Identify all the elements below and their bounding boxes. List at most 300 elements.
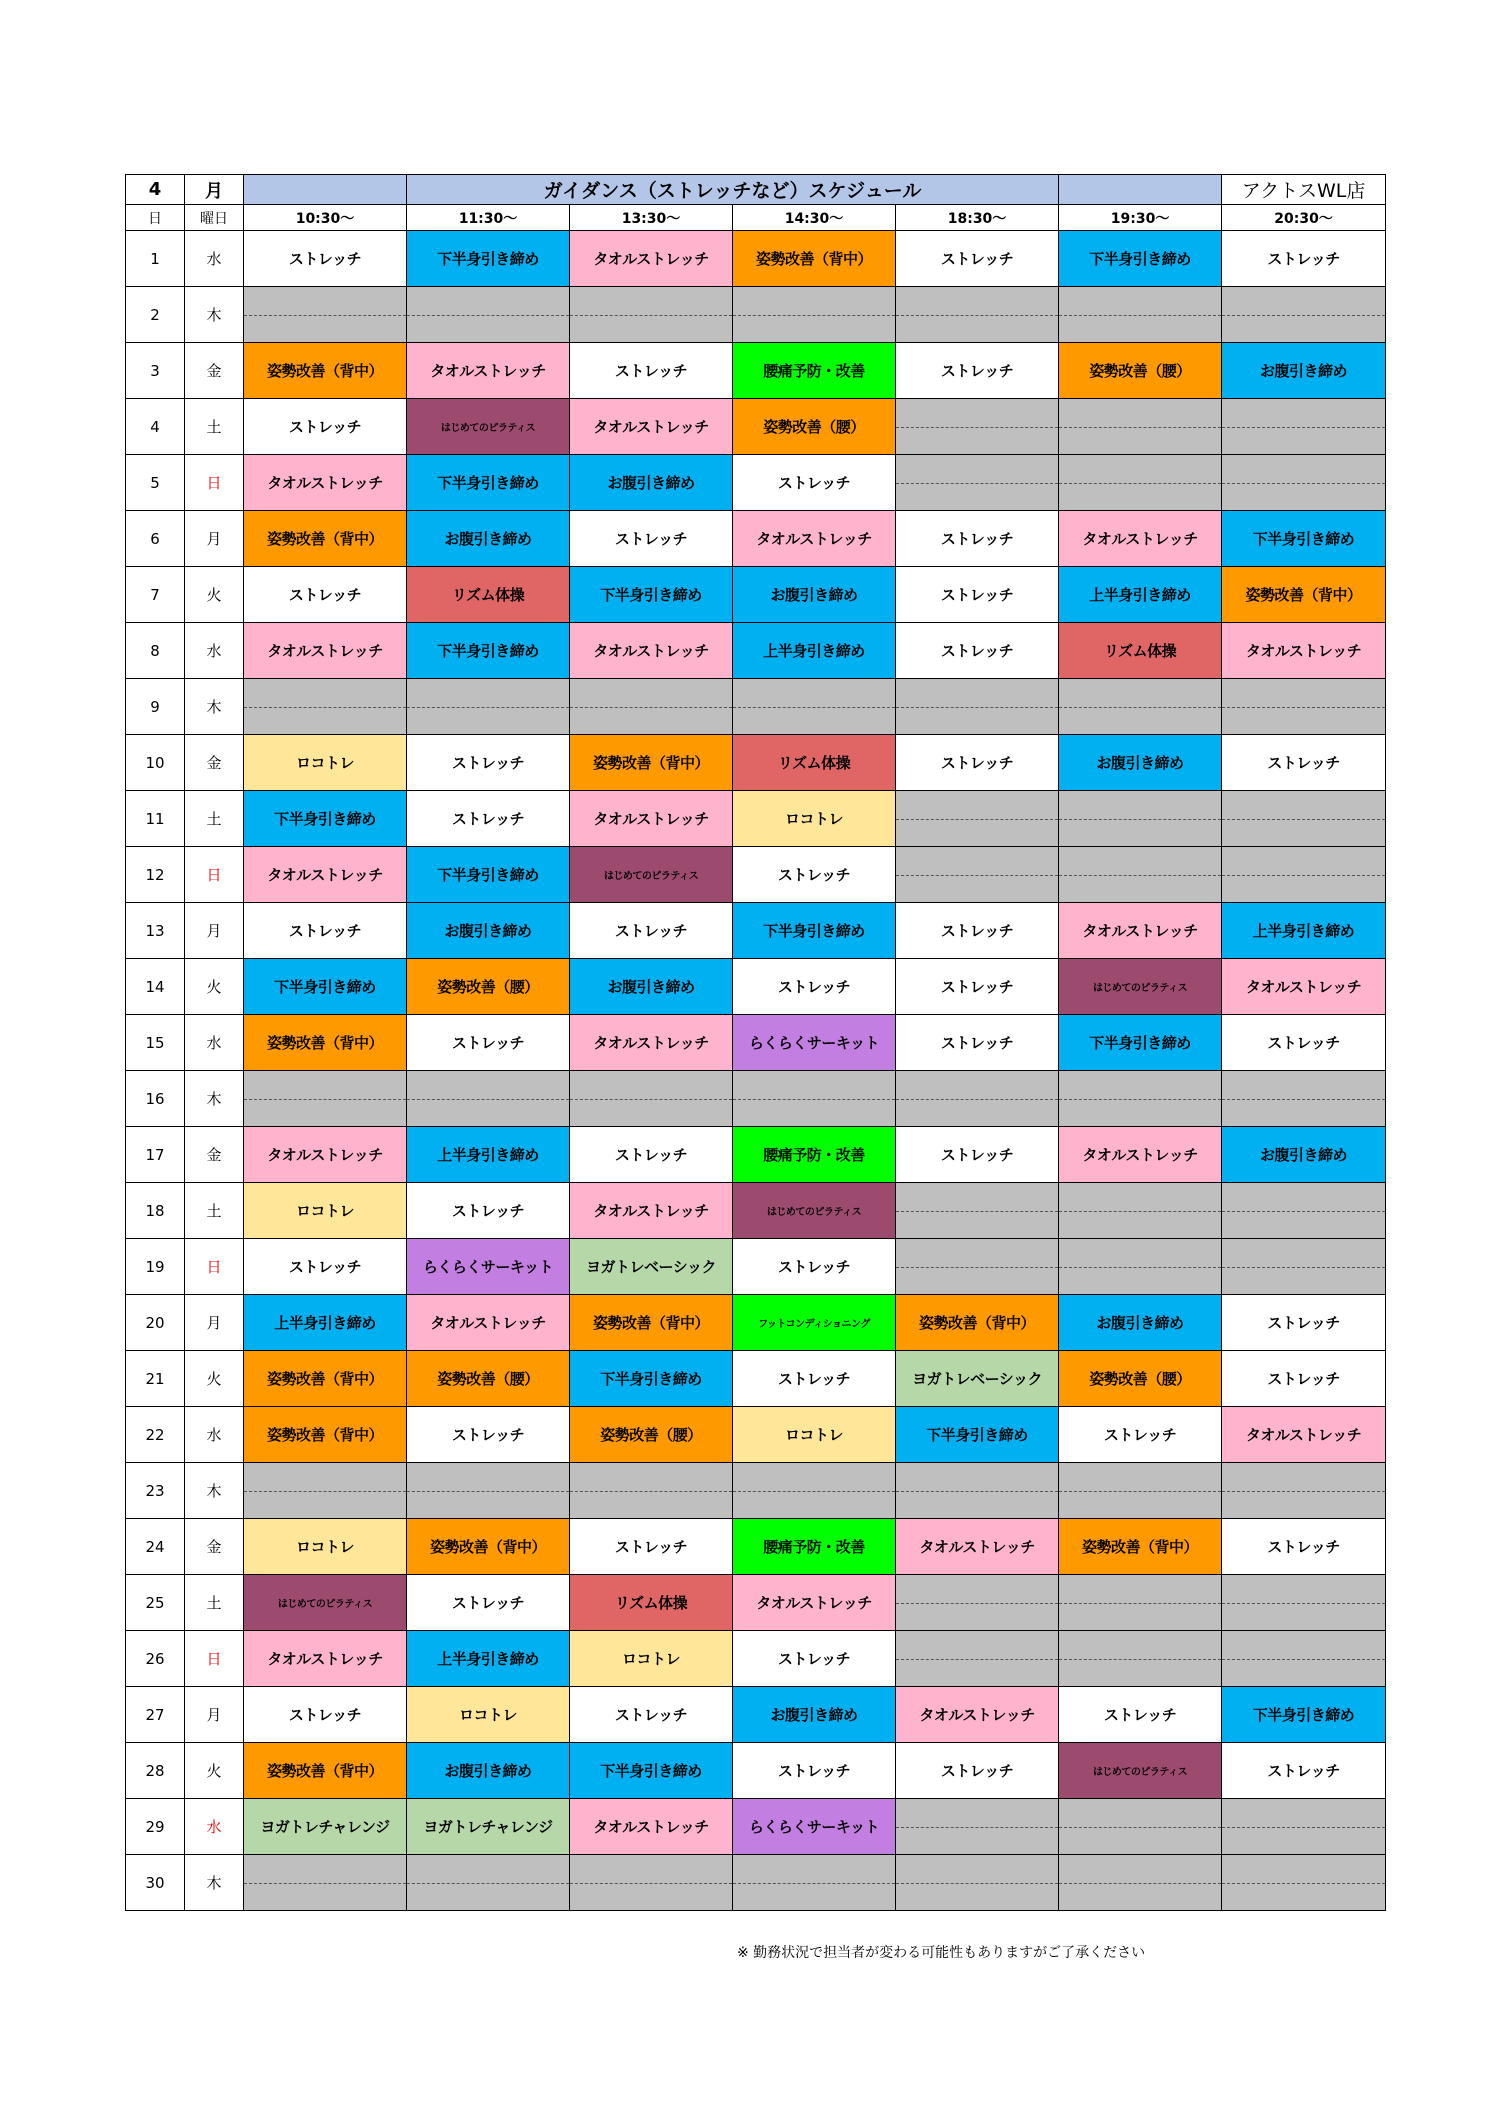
class-slot: 下半身引き締め — [1222, 1687, 1386, 1743]
closed-slot — [244, 1463, 407, 1519]
closed-slot — [570, 679, 733, 735]
class-slot: タオルストレッチ — [570, 1799, 733, 1855]
class-slot: ストレッチ — [733, 1351, 896, 1407]
weekday: 金 — [185, 1519, 244, 1575]
class-slot: ストレッチ — [244, 231, 407, 287]
day-row — [126, 735, 1386, 791]
class-slot: お腹引き締め — [570, 959, 733, 1015]
day-number: 27 — [126, 1687, 185, 1743]
class-slot: ストレッチ — [896, 1127, 1059, 1183]
class-slot: タオルストレッチ — [407, 343, 570, 399]
closed-slot — [733, 287, 896, 343]
class-slot: ストレッチ — [896, 623, 1059, 679]
day-row — [126, 343, 1386, 399]
closed-slot — [1222, 1239, 1386, 1295]
class-slot: タオルストレッチ — [570, 1183, 733, 1239]
class-slot: 姿勢改善（背中） — [570, 735, 733, 791]
weekday: 火 — [185, 1743, 244, 1799]
day-number: 1 — [126, 231, 185, 287]
class-slot: 下半身引き締め — [896, 1407, 1059, 1463]
class-slot: ストレッチ — [570, 1519, 733, 1575]
weekday: 日 — [185, 847, 244, 903]
closed-slot — [570, 1463, 733, 1519]
day-number: 13 — [126, 903, 185, 959]
class-slot: はじめてのピラティス — [407, 399, 570, 455]
class-slot: タオルストレッチ — [1059, 903, 1222, 959]
store-name: アクトスWL店 — [1222, 175, 1386, 205]
class-slot: はじめてのピラティス — [733, 1183, 896, 1239]
weekday: 水 — [185, 1015, 244, 1071]
day-row — [126, 1183, 1386, 1239]
class-slot: リズム体操 — [570, 1575, 733, 1631]
time-column-header: 11:30〜 — [407, 205, 570, 231]
day-number: 18 — [126, 1183, 185, 1239]
class-slot: ストレッチ — [733, 455, 896, 511]
class-slot: タオルストレッチ — [1059, 511, 1222, 567]
day-row — [126, 1631, 1386, 1687]
closed-slot — [896, 1239, 1059, 1295]
class-slot: 下半身引き締め — [570, 567, 733, 623]
day-row — [126, 1071, 1386, 1127]
class-slot: はじめてのピラティス — [1059, 1743, 1222, 1799]
day-row — [126, 287, 1386, 343]
class-slot: ロコトレ — [733, 1407, 896, 1463]
closed-slot — [1222, 791, 1386, 847]
class-slot: お腹引き締め — [1222, 343, 1386, 399]
day-number: 11 — [126, 791, 185, 847]
weekday: 日 — [185, 455, 244, 511]
class-slot: 姿勢改善（背中） — [244, 343, 407, 399]
closed-slot — [1222, 1631, 1386, 1687]
time-column-header: 19:30〜 — [1059, 205, 1222, 231]
class-slot: ストレッチ — [1222, 1295, 1386, 1351]
day-row — [126, 1687, 1386, 1743]
class-slot: ストレッチ — [896, 511, 1059, 567]
closed-slot — [1222, 399, 1386, 455]
day-row — [126, 791, 1386, 847]
weekday: 土 — [185, 399, 244, 455]
class-slot: タオルストレッチ — [570, 231, 733, 287]
day-number: 20 — [126, 1295, 185, 1351]
day-number: 9 — [126, 679, 185, 735]
closed-slot — [1059, 679, 1222, 735]
closed-slot — [896, 1799, 1059, 1855]
closed-slot — [1059, 1239, 1222, 1295]
closed-slot — [896, 847, 1059, 903]
class-slot: リズム体操 — [407, 567, 570, 623]
class-slot: ロコトレ — [244, 1183, 407, 1239]
day-number: 19 — [126, 1239, 185, 1295]
class-slot: 上半身引き締め — [733, 623, 896, 679]
day-number: 15 — [126, 1015, 185, 1071]
class-slot: 姿勢改善（背中） — [244, 1407, 407, 1463]
weekday: 土 — [185, 791, 244, 847]
column-header-row — [126, 205, 1386, 231]
day-number: 6 — [126, 511, 185, 567]
class-slot: ストレッチ — [570, 1687, 733, 1743]
class-slot: ロコトレ — [407, 1687, 570, 1743]
day-number: 17 — [126, 1127, 185, 1183]
class-slot: タオルストレッチ — [896, 1519, 1059, 1575]
weekday: 月 — [185, 903, 244, 959]
class-slot: ストレッチ — [1059, 1687, 1222, 1743]
class-slot: ストレッチ — [407, 735, 570, 791]
day-row — [126, 1015, 1386, 1071]
closed-slot — [1222, 287, 1386, 343]
day-number: 16 — [126, 1071, 185, 1127]
class-slot: 上半身引き締め — [244, 1295, 407, 1351]
class-slot: ロコトレ — [244, 1519, 407, 1575]
closed-slot — [1222, 1463, 1386, 1519]
closed-slot — [1059, 1855, 1222, 1911]
class-slot: ストレッチ — [244, 1687, 407, 1743]
day-number: 10 — [126, 735, 185, 791]
day-number: 28 — [126, 1743, 185, 1799]
weekday: 土 — [185, 1575, 244, 1631]
closed-slot — [733, 1855, 896, 1911]
weekday: 金 — [185, 343, 244, 399]
day-number: 14 — [126, 959, 185, 1015]
class-slot: ストレッチ — [896, 1015, 1059, 1071]
day-row — [126, 1295, 1386, 1351]
day-row — [126, 231, 1386, 287]
class-slot: 下半身引き締め — [407, 455, 570, 511]
class-slot: 腰痛予防・改善 — [733, 1519, 896, 1575]
closed-slot — [733, 1463, 896, 1519]
closed-slot — [244, 1855, 407, 1911]
day-row — [126, 1855, 1386, 1911]
class-slot: 姿勢改善（背中） — [1059, 1519, 1222, 1575]
class-slot: 姿勢改善（腰） — [407, 1351, 570, 1407]
class-slot: ストレッチ — [407, 1015, 570, 1071]
day-number: 12 — [126, 847, 185, 903]
time-column-header: 18:30〜 — [896, 205, 1059, 231]
class-slot: お腹引き締め — [733, 567, 896, 623]
closed-slot — [1222, 1183, 1386, 1239]
class-slot: タオルストレッチ — [733, 511, 896, 567]
time-column-header: 20:30〜 — [1222, 205, 1386, 231]
weekday: 水 — [185, 231, 244, 287]
class-slot: タオルストレッチ — [1059, 1127, 1222, 1183]
header-row — [126, 175, 1386, 205]
closed-slot — [896, 399, 1059, 455]
class-slot: フットコンディショニング — [733, 1295, 896, 1351]
class-slot: 姿勢改善（背中） — [244, 1743, 407, 1799]
weekday: 火 — [185, 959, 244, 1015]
class-slot: 下半身引き締め — [407, 231, 570, 287]
class-slot: 姿勢改善（背中） — [407, 1519, 570, 1575]
class-slot: ストレッチ — [570, 903, 733, 959]
weekday: 月 — [185, 511, 244, 567]
weekday: 水 — [185, 1407, 244, 1463]
class-slot: ストレッチ — [1222, 1351, 1386, 1407]
header-blank-cell — [1059, 175, 1222, 205]
closed-slot — [407, 287, 570, 343]
weekday: 日 — [185, 1631, 244, 1687]
class-slot: お腹引き締め — [407, 1743, 570, 1799]
day-row — [126, 399, 1386, 455]
class-slot: お腹引き締め — [407, 903, 570, 959]
class-slot: ストレッチ — [407, 1407, 570, 1463]
class-slot: 下半身引き締め — [244, 959, 407, 1015]
class-slot: 下半身引き締め — [570, 1743, 733, 1799]
class-slot: タオルストレッチ — [244, 455, 407, 511]
class-slot: タオルストレッチ — [570, 791, 733, 847]
closed-slot — [407, 1071, 570, 1127]
class-slot: ストレッチ — [896, 231, 1059, 287]
day-number: 30 — [126, 1855, 185, 1911]
class-slot: 姿勢改善（背中） — [733, 231, 896, 287]
class-slot: タオルストレッチ — [570, 1015, 733, 1071]
class-slot: ストレッチ — [896, 1743, 1059, 1799]
class-slot: タオルストレッチ — [407, 1295, 570, 1351]
class-slot: ストレッチ — [407, 1183, 570, 1239]
closed-slot — [1059, 1799, 1222, 1855]
day-row — [126, 1239, 1386, 1295]
day-number: 8 — [126, 623, 185, 679]
class-slot: 上半身引き締め — [407, 1631, 570, 1687]
closed-slot — [244, 679, 407, 735]
closed-slot — [896, 1183, 1059, 1239]
class-slot: はじめてのピラティス — [1059, 959, 1222, 1015]
class-slot: 下半身引き締め — [733, 903, 896, 959]
class-slot: 下半身引き締め — [1222, 511, 1386, 567]
time-column-header: 14:30〜 — [733, 205, 896, 231]
class-slot: 上半身引き締め — [1059, 567, 1222, 623]
class-slot: 姿勢改善（背中） — [1222, 567, 1386, 623]
class-slot: タオルストレッチ — [1222, 1407, 1386, 1463]
weekday-column-header: 曜日 — [185, 205, 244, 231]
day-number: 29 — [126, 1799, 185, 1855]
closed-slot — [244, 287, 407, 343]
class-slot: 下半身引き締め — [1059, 1015, 1222, 1071]
weekday: 日 — [185, 1239, 244, 1295]
closed-slot — [1059, 287, 1222, 343]
closed-slot — [896, 1631, 1059, 1687]
closed-slot — [1059, 455, 1222, 511]
day-row — [126, 1519, 1386, 1575]
class-slot: ストレッチ — [244, 567, 407, 623]
header-blank-cell — [244, 175, 407, 205]
class-slot: タオルストレッチ — [244, 623, 407, 679]
class-slot: はじめてのピラティス — [570, 847, 733, 903]
class-slot: 下半身引き締め — [407, 847, 570, 903]
class-slot: ストレッチ — [733, 1239, 896, 1295]
footnote: ※ 勤務状況で担当者が変わる可能性もありますがご了承ください — [737, 1945, 1146, 1961]
closed-slot — [896, 1855, 1059, 1911]
class-slot: ヨガトレベーシック — [570, 1239, 733, 1295]
class-slot: ストレッチ — [733, 959, 896, 1015]
day-row — [126, 1127, 1386, 1183]
closed-slot — [896, 791, 1059, 847]
day-number: 3 — [126, 343, 185, 399]
class-slot: お腹引き締め — [570, 455, 733, 511]
closed-slot — [733, 1071, 896, 1127]
day-row — [126, 567, 1386, 623]
closed-slot — [1059, 791, 1222, 847]
class-slot: タオルストレッチ — [244, 1127, 407, 1183]
class-slot: 姿勢改善（背中） — [244, 1351, 407, 1407]
closed-slot — [896, 1463, 1059, 1519]
class-slot: ストレッチ — [244, 399, 407, 455]
closed-slot — [1059, 847, 1222, 903]
closed-slot — [1222, 455, 1386, 511]
class-slot: お腹引き締め — [733, 1687, 896, 1743]
class-slot: ストレッチ — [1059, 1407, 1222, 1463]
weekday: 木 — [185, 1463, 244, 1519]
class-slot: らくらくサーキット — [733, 1799, 896, 1855]
day-row — [126, 847, 1386, 903]
closed-slot — [1222, 1071, 1386, 1127]
class-slot: ストレッチ — [896, 959, 1059, 1015]
class-slot: らくらくサーキット — [733, 1015, 896, 1071]
class-slot: ロコトレ — [733, 791, 896, 847]
closed-slot — [733, 679, 896, 735]
day-row — [126, 1351, 1386, 1407]
class-slot: 姿勢改善（腰） — [407, 959, 570, 1015]
class-slot: 姿勢改善（腰） — [1059, 1351, 1222, 1407]
class-slot: ストレッチ — [570, 1127, 733, 1183]
day-number: 4 — [126, 399, 185, 455]
closed-slot — [407, 679, 570, 735]
class-slot: 姿勢改善（背中） — [244, 511, 407, 567]
class-slot: 上半身引き締め — [1222, 903, 1386, 959]
class-slot: 姿勢改善（腰） — [733, 399, 896, 455]
weekday: 土 — [185, 1183, 244, 1239]
class-slot: ロコトレ — [570, 1631, 733, 1687]
weekday: 金 — [185, 735, 244, 791]
closed-slot — [570, 1071, 733, 1127]
weekday: 水 — [185, 1799, 244, 1855]
class-slot: ストレッチ — [1222, 1519, 1386, 1575]
class-slot: ストレッチ — [1222, 231, 1386, 287]
class-slot: ストレッチ — [733, 1631, 896, 1687]
class-slot: ストレッチ — [733, 1743, 896, 1799]
class-slot: 下半身引き締め — [1059, 231, 1222, 287]
class-slot: はじめてのピラティス — [244, 1575, 407, 1631]
closed-slot — [896, 455, 1059, 511]
class-slot: ストレッチ — [244, 903, 407, 959]
class-slot: 腰痛予防・改善 — [733, 1127, 896, 1183]
class-slot: タオルストレッチ — [1222, 623, 1386, 679]
class-slot: ストレッチ — [570, 343, 733, 399]
day-number: 25 — [126, 1575, 185, 1631]
closed-slot — [896, 679, 1059, 735]
class-slot: 姿勢改善（背中） — [244, 1015, 407, 1071]
closed-slot — [1059, 399, 1222, 455]
class-slot: タオルストレッチ — [244, 1631, 407, 1687]
day-number: 2 — [126, 287, 185, 343]
weekday: 月 — [185, 1687, 244, 1743]
weekday: 金 — [185, 1127, 244, 1183]
day-number: 7 — [126, 567, 185, 623]
class-slot: お腹引き締め — [1222, 1127, 1386, 1183]
class-slot: ストレッチ — [1222, 1015, 1386, 1071]
day-row — [126, 1799, 1386, 1855]
closed-slot — [896, 1071, 1059, 1127]
class-slot: 下半身引き締め — [570, 1351, 733, 1407]
time-column-header: 10:30〜 — [244, 205, 407, 231]
class-slot: ストレッチ — [896, 343, 1059, 399]
class-slot: ストレッチ — [407, 1575, 570, 1631]
class-slot: タオルストレッチ — [733, 1575, 896, 1631]
closed-slot — [407, 1855, 570, 1911]
day-row — [126, 623, 1386, 679]
day-row — [126, 679, 1386, 735]
class-slot: お腹引き締め — [1059, 1295, 1222, 1351]
class-slot: ストレッチ — [1222, 1743, 1386, 1799]
month-label: 月 — [185, 175, 244, 205]
class-slot: ストレッチ — [1222, 735, 1386, 791]
closed-slot — [1059, 1463, 1222, 1519]
class-slot: ストレッチ — [733, 847, 896, 903]
class-slot: お腹引き締め — [407, 511, 570, 567]
day-row — [126, 511, 1386, 567]
month-number: 4 — [126, 175, 185, 205]
class-slot: ヨガトレチャレンジ — [244, 1799, 407, 1855]
weekday: 木 — [185, 1071, 244, 1127]
day-row — [126, 455, 1386, 511]
day-column-header: 日 — [126, 205, 185, 231]
closed-slot — [1222, 847, 1386, 903]
closed-slot — [1059, 1071, 1222, 1127]
weekday: 月 — [185, 1295, 244, 1351]
day-row — [126, 1743, 1386, 1799]
class-slot: らくらくサーキット — [407, 1239, 570, 1295]
class-slot: リズム体操 — [1059, 623, 1222, 679]
class-slot: 姿勢改善（腰） — [570, 1407, 733, 1463]
day-row — [126, 1575, 1386, 1631]
weekday: 木 — [185, 679, 244, 735]
day-number: 5 — [126, 455, 185, 511]
class-slot: リズム体操 — [733, 735, 896, 791]
day-number: 21 — [126, 1351, 185, 1407]
class-slot: 姿勢改善（背中） — [896, 1295, 1059, 1351]
closed-slot — [896, 1575, 1059, 1631]
closed-slot — [896, 287, 1059, 343]
day-row — [126, 903, 1386, 959]
closed-slot — [1059, 1183, 1222, 1239]
class-slot: 下半身引き締め — [407, 623, 570, 679]
class-slot: タオルストレッチ — [1222, 959, 1386, 1015]
class-slot: タオルストレッチ — [896, 1687, 1059, 1743]
time-column-header: 13:30〜 — [570, 205, 733, 231]
closed-slot — [570, 287, 733, 343]
class-slot: ストレッチ — [896, 903, 1059, 959]
class-slot: 腰痛予防・改善 — [733, 343, 896, 399]
class-slot: 下半身引き締め — [244, 791, 407, 847]
schedule-table — [125, 174, 1386, 1911]
closed-slot — [1222, 679, 1386, 735]
weekday: 木 — [185, 1855, 244, 1911]
day-number: 23 — [126, 1463, 185, 1519]
class-slot: 姿勢改善（腰） — [1059, 343, 1222, 399]
class-slot: ストレッチ — [896, 735, 1059, 791]
closed-slot — [244, 1071, 407, 1127]
weekday: 水 — [185, 623, 244, 679]
class-slot: タオルストレッチ — [570, 399, 733, 455]
class-slot: ロコトレ — [244, 735, 407, 791]
class-slot: ストレッチ — [244, 1239, 407, 1295]
class-slot: ヨガトレベーシック — [896, 1351, 1059, 1407]
day-number: 26 — [126, 1631, 185, 1687]
class-slot: ストレッチ — [407, 791, 570, 847]
class-slot: 姿勢改善（背中） — [570, 1295, 733, 1351]
closed-slot — [1222, 1799, 1386, 1855]
day-row — [126, 1407, 1386, 1463]
closed-slot — [1222, 1575, 1386, 1631]
class-slot: お腹引き締め — [1059, 735, 1222, 791]
